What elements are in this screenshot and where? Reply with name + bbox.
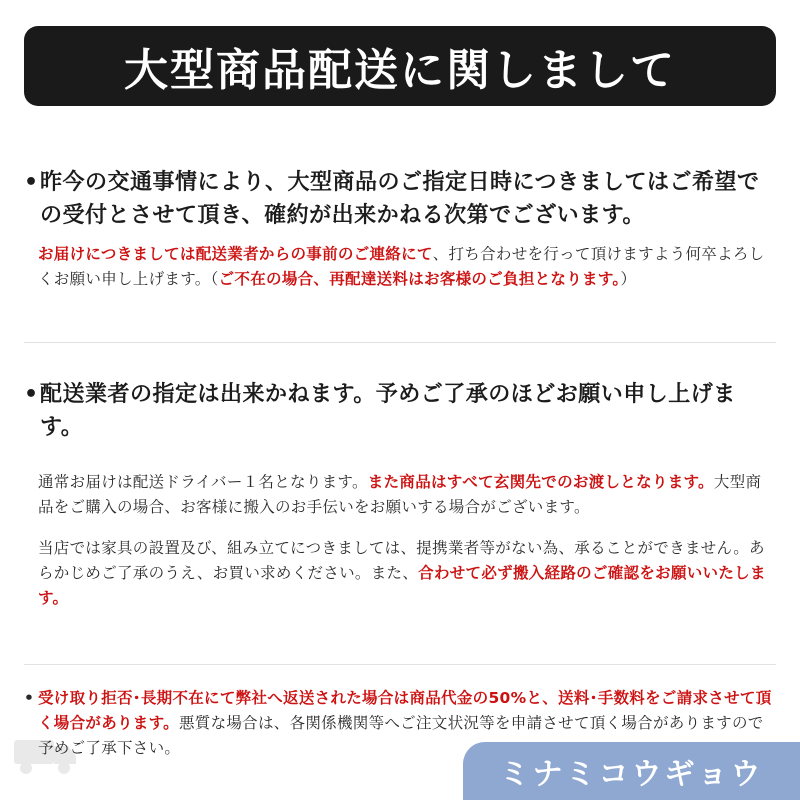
section-delivery-time — [24, 166, 776, 292]
bullet-icon: • — [24, 170, 39, 195]
body-text: 当店では家具の設置及び、組み立てにつきましては、提携業者等がない為、承ることができません。あらかじめご了承のうえ、お買い求めください。また、 — [38, 539, 765, 582]
section-paragraph — [24, 536, 776, 611]
highlight-text: 受け取り拒否･長期不在にて弊社へ返送された場合は商品代金の50%と、送料･手数料をご請求させて頂く場合があります。 — [38, 689, 772, 732]
bullet-icon: • — [24, 689, 35, 707]
section-paragraph — [24, 470, 776, 520]
title-banner — [24, 26, 776, 106]
truck-watermark-icon — [10, 720, 80, 780]
divider — [24, 342, 776, 343]
section-carrier — [24, 378, 776, 611]
body-text: 大型商品をご購入の場合、お客様に搬入のお手伝いをお願いする場合がございます。 — [38, 473, 762, 516]
body-text: 悪質な場合は、各関係機関等へご注文状況等を申請させて頂く場合がありますので予めご了承下さい。 — [38, 714, 764, 757]
heading-text: 配送業者の指定は出来かねます。予めご了承のほどお願い申し上げます。 — [40, 382, 736, 440]
brand-badge — [463, 742, 800, 800]
page-title: 大型商品配送に関しまして — [124, 45, 676, 96]
body-text: 通常お届けは配送ドライバー１名となります。 — [38, 473, 368, 491]
highlight-text: また商品はすべて玄関先でのお渡しとなります。 — [367, 473, 714, 491]
section-heading — [24, 166, 776, 232]
highlight-text: お届けにつきましては配送業者からの事前のご連絡にて — [38, 245, 433, 263]
brand-name: ミナミコウギョウ — [499, 757, 764, 792]
body-text: 、打ち合わせを行って頂けますよう何卒よろしくお願い申し上げます。（ — [38, 245, 765, 288]
highlight-text: 合わせて必ず搬入経路のご確認をお願いいたします。 — [38, 564, 766, 607]
section-paragraph — [24, 242, 776, 292]
body-text: ） — [620, 270, 637, 288]
section-heading — [24, 378, 776, 444]
highlight-text: ご不在の場合、再配達送料はお客様のご負担となります。 — [218, 270, 621, 288]
heading-text: 昨今の交通事情により、大型商品のご指定日時につきましてはご希望での受付とさせて頂き、確約が出来かねる次第でございます。 — [40, 170, 760, 228]
divider — [24, 664, 776, 665]
bullet-icon: • — [24, 382, 39, 407]
